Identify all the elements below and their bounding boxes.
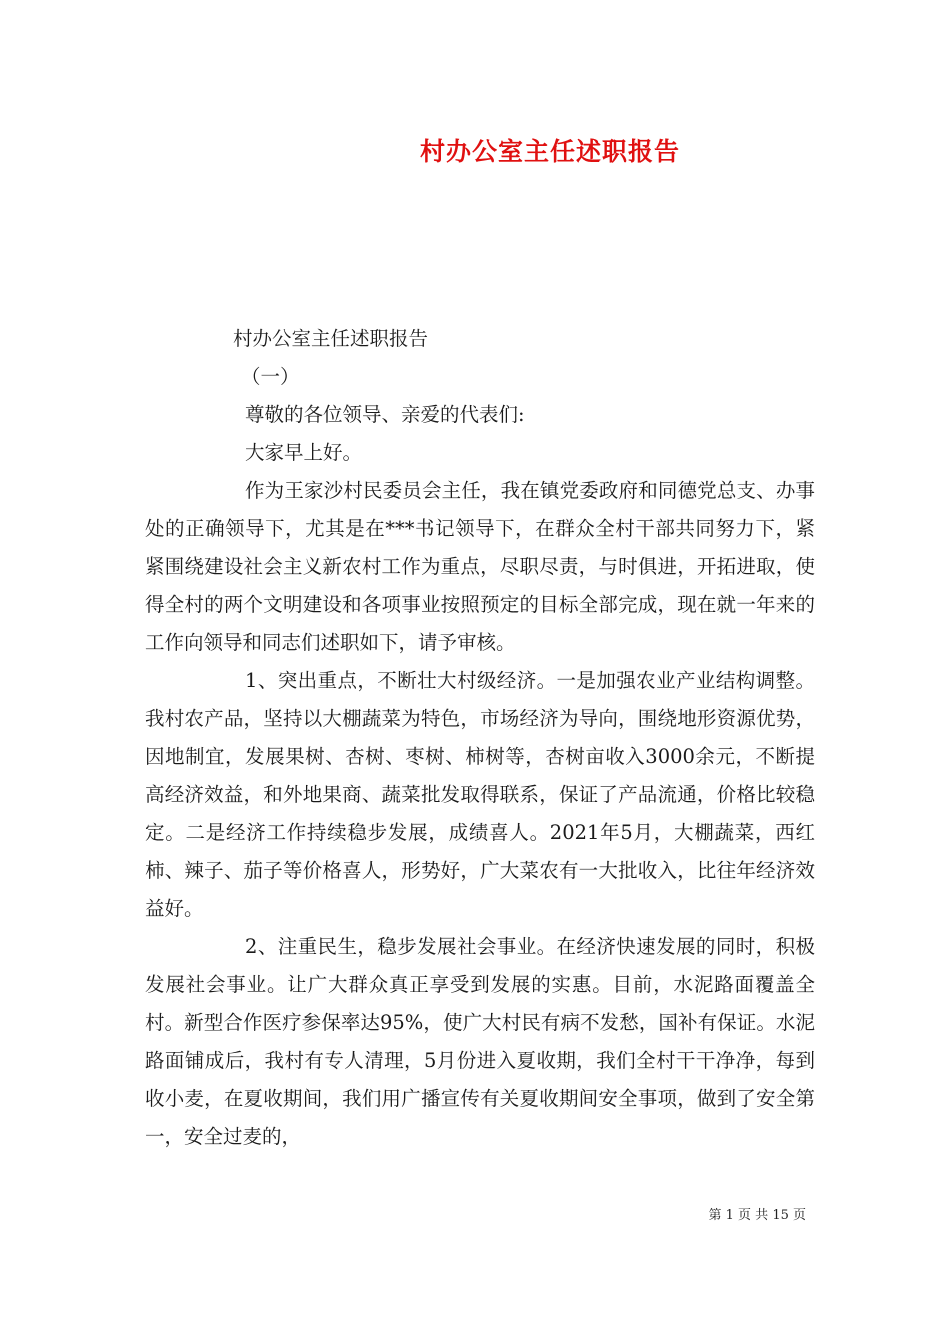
paragraph-social: 2、注重民生，稳步发展社会事业。在经济快速发展的同时，积极发展社会事业。让广大群众真正享受到发展的实惠。目前，水泥路面覆盖全村。新型合作医疗参保率达95%，使广大村民有病不发愁，国补有保证。水泥路面铺成后，我村有专人清理，5月份进入夏收期，我们全村干干净净，每到收小麦，在夏收期间，我们用广播宣传有关夏收期间安全事项，做到了安全第一，安全过麦的， [145, 935, 815, 1148]
page-title: 村办公室主任述职报告 [419, 137, 680, 166]
page-footer: 第 1 页 共 15 页 [708, 1208, 806, 1223]
paragraph-intro: 作为王家沙村民委员会主任，我在镇党委政府和同德党总支、办事处的正确领导下，尤其是在***书记领导下，在群众全村干部共同努力下，紧紧围绕建设社会主义新农村工作为重点，尽职尽责，与时俱进，开拓进取，使得全村的两个文明建设和各项事业按照预定的目标全部完成，现在就一年来的工作向领导和同志们述职如下，请予审核。 [145, 479, 815, 654]
greeting: 大家早上好。 [245, 441, 363, 464]
paragraph-economy: 1、突出重点，不断壮大村级经济。一是加强农业产业结构调整。我村农产品，坚持以大棚蔬菜为特色，市场经济为导向，围绕地形资源优势，因地制宜，发展果树、杏树、枣树、柿树等，杏树亩收入3000余元，不断提高经济效益，和外地果商、蔬菜批发取得联系，保证了产品流通，价格比较稳定。二是经济工作持续稳步发展，成绩喜人。2021年5月，大棚蔬菜，西红柿、辣子、茄子等价格喜人，形势好，广大菜农有一大批收入，比往年经济效益好。 [145, 669, 815, 920]
section-mark: （一） [241, 365, 300, 388]
document-body [145, 320, 815, 1156]
document-subtitle: 村办公室主任述职报告 [233, 327, 429, 350]
salutation: 尊敬的各位领导、亲爱的代表们: [245, 403, 525, 426]
